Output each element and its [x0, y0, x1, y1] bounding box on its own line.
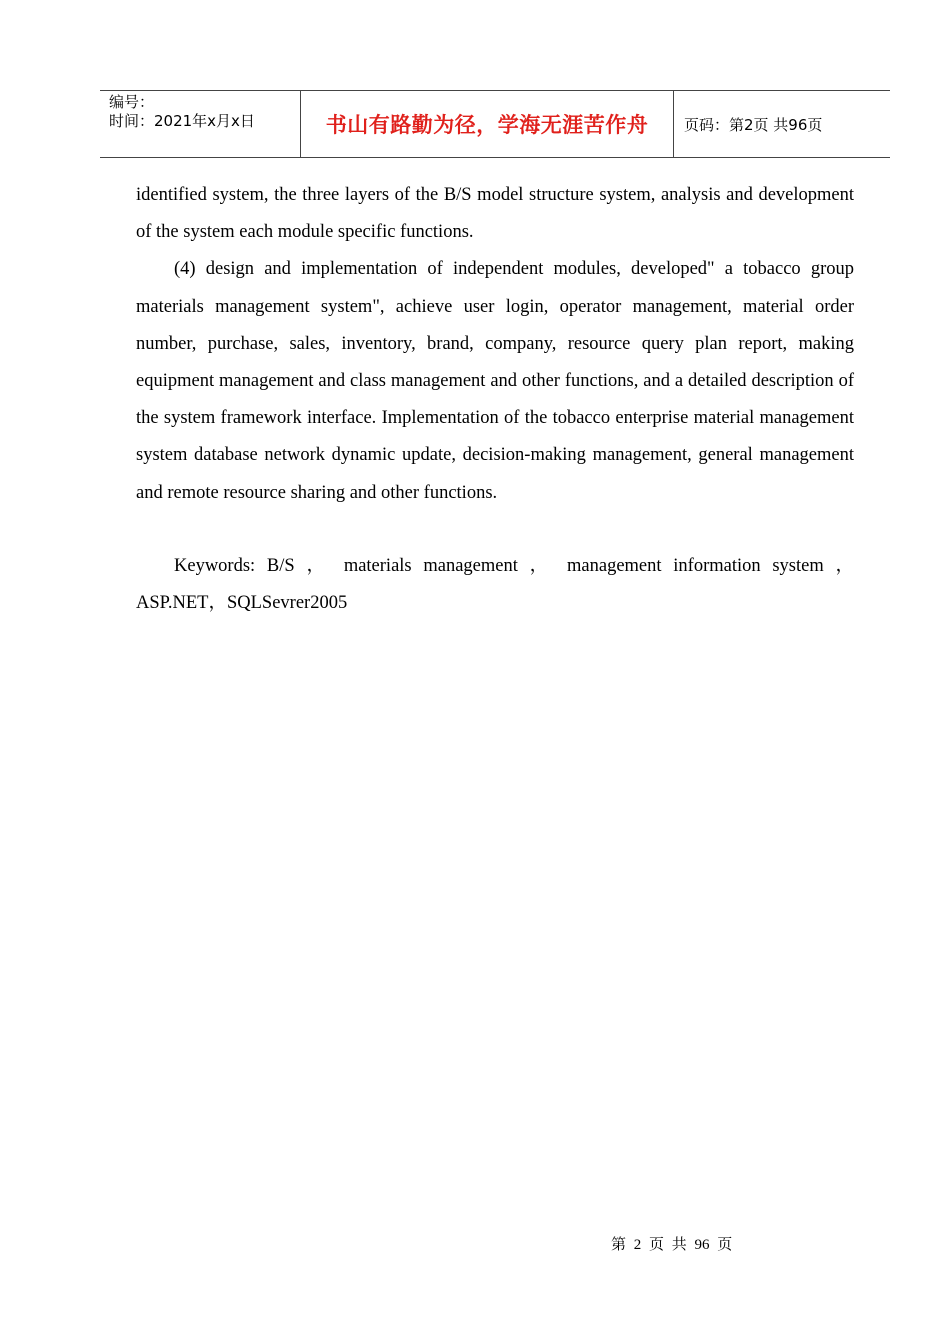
document-number-label: 编号：	[109, 93, 155, 111]
keywords-line-1: Keywords: B/S ， materials management ， management information system ，	[174, 555, 854, 576]
paragraph-2: (4) design and implementation of independent modules, developed" a tobacco group materials management system", achieve user login, operator management, material order number, purchase, sales, inventory, brand, company, resource query plan report, making equipment management and class management and other functions, and a detailed description of the system framework interface. Implementation of the tobacco enterprise material management system database network dynamic update, decision-making management, general management and remote resource sharing and other functions.	[136, 259, 854, 503]
page-footer: 第 2 页 共 96 页	[611, 1237, 733, 1253]
header-page-info: 页码：第2页 共96页	[684, 115, 823, 134]
document-time-label: 时间：2021年x月x日	[109, 112, 255, 130]
page-header	[100, 90, 890, 158]
keywords-line-2: ASP.NET，SQLSevrer2005	[136, 593, 348, 614]
document-body	[136, 177, 854, 622]
header-meta	[100, 91, 301, 157]
header-motto: 书山有路勤为径，学海无涯苦作舟	[301, 91, 674, 157]
paragraph-1: identified system, the three layers of the B/S model structure system, analysis and development of the system each module specific functions.	[136, 185, 854, 243]
paragraph-spacer	[136, 512, 854, 548]
